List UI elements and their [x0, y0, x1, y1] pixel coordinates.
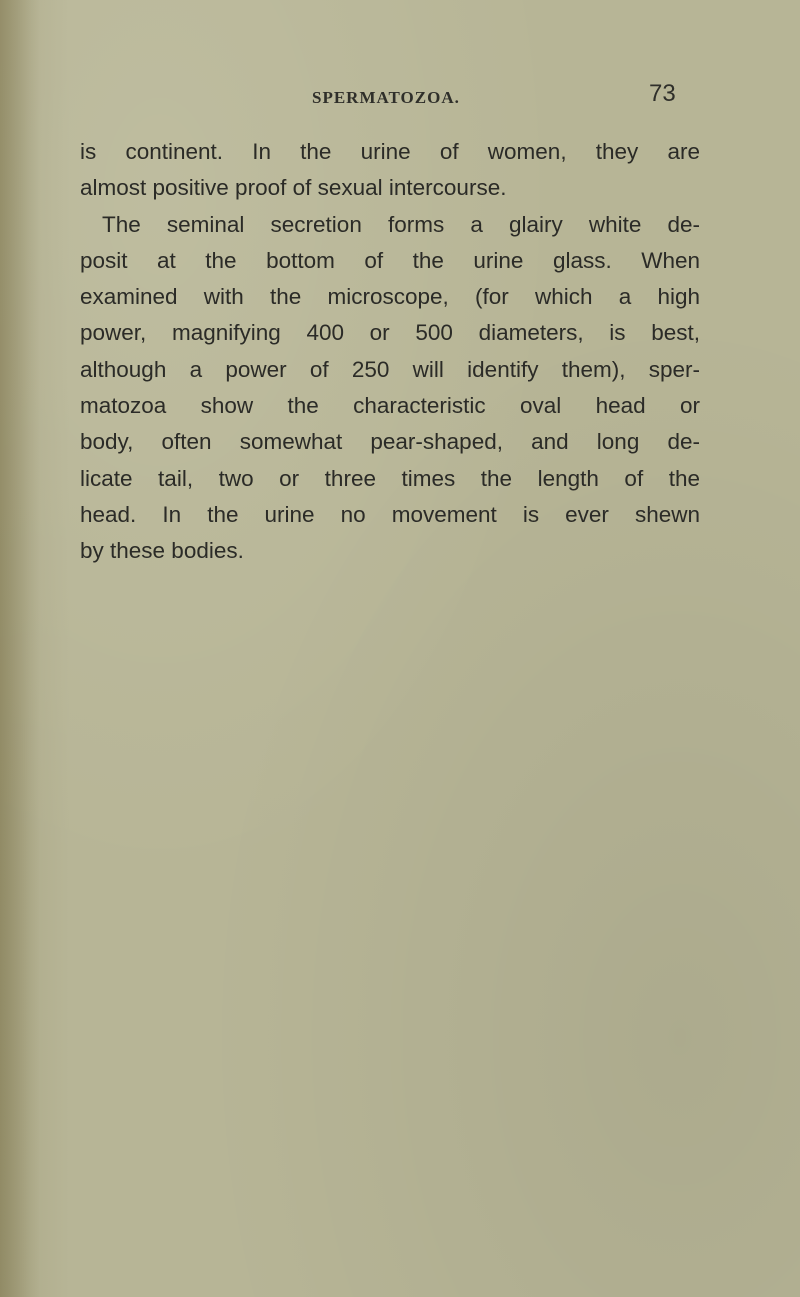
- text-line: almost positive proof of sexual intercourse.: [80, 175, 507, 201]
- text-line: by these bodies.: [80, 538, 244, 564]
- running-title: SPERMATOZOA.: [312, 88, 460, 107]
- text-line: although a power of 250 will identify them), sper-: [80, 356, 700, 382]
- text-line: posit at the bottom of the urine glass. When: [80, 247, 700, 273]
- text-line: head. In the urine no movement is ever shewn: [80, 501, 700, 527]
- text-line: body, often somewhat pear-shaped, and long de-: [80, 429, 700, 455]
- page-number: 73: [649, 80, 676, 107]
- text-line: matozoa show the characteristic oval head or: [80, 393, 700, 419]
- text-line: is continent. In the urine of women, they are: [80, 139, 700, 164]
- page-edge-stain: [0, 0, 40, 1297]
- body-paragraph: [80, 134, 700, 570]
- text-line: The seminal secretion forms a glairy white de-: [102, 211, 700, 237]
- text-line: examined with the microscope, (for which a high: [80, 284, 700, 310]
- text-line: power, magnifying 400 or 500 diameters, is best,: [80, 320, 700, 346]
- text-line: licate tail, two or three times the length of the: [80, 465, 700, 491]
